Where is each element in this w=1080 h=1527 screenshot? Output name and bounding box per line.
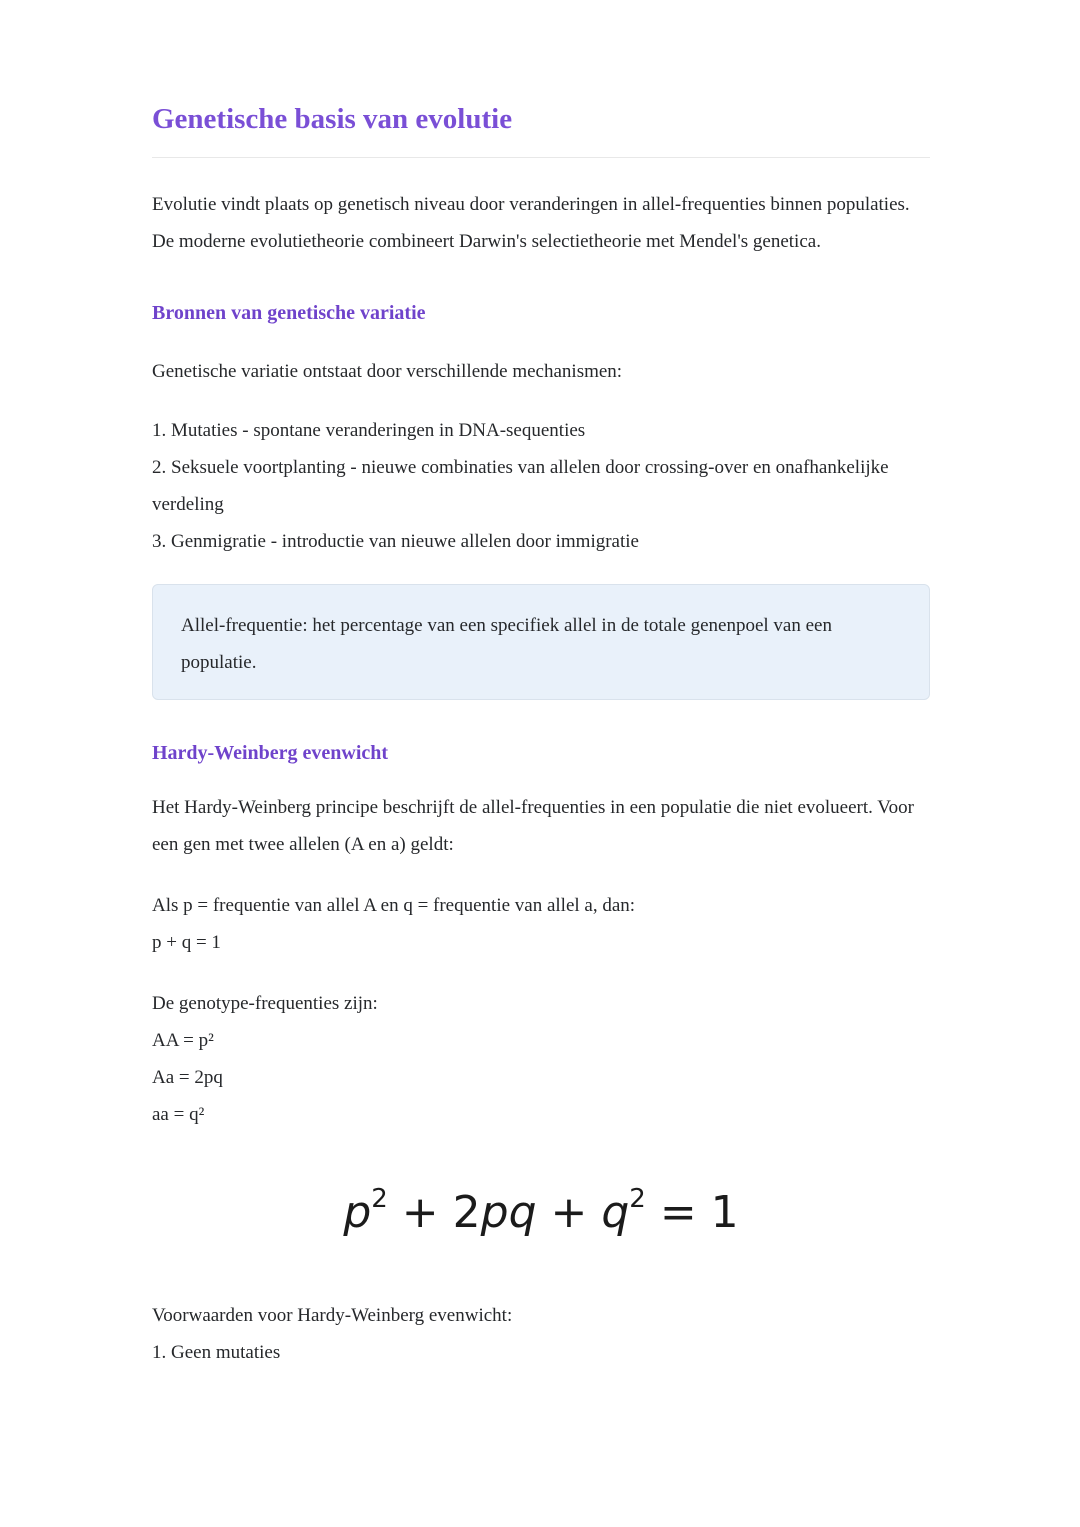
formula-var-pq: pq: [480, 1187, 537, 1238]
formula-equals-one: = 1: [645, 1187, 739, 1238]
formula-var-p: p: [343, 1187, 372, 1238]
pq-definition-line: Als p = frequentie van allel A en q = frequentie van allel a, dan:: [152, 895, 636, 916]
pq-equation: p + q = 1: [152, 932, 221, 953]
genotype-lead: De genotype-frequenties zijn:: [152, 993, 378, 1014]
formula-var-q: q: [601, 1187, 630, 1238]
formula-exponent: 2: [371, 1184, 388, 1215]
intro-paragraph: Evolutie vindt plaats op genetisch niveau door veranderingen in allel-frequenties binnen populaties. De moderne evolutietheorie combineert Darwin's selectietheorie met Mendel's genetica.: [152, 194, 910, 252]
mechanisms-list: [152, 412, 930, 560]
formula-operator: +: [536, 1187, 602, 1238]
definition-callout: [152, 584, 930, 700]
pq-definition-paragraph: [152, 887, 930, 961]
hardy-lead-paragraph: Het Hardy-Weinberg principe beschrijft de allel-frequenties in een populatie die niet evolueert. Voor een gen met twee allelen (A en a) geldt:: [152, 797, 914, 855]
formula-exponent: 2: [629, 1184, 646, 1215]
variatie-lead-paragraph: Genetische variatie ontstaat door verschillende mechanismen:: [152, 361, 623, 382]
list-item-genmigratie: 3. Genmigratie - introductie van nieuwe allelen door immigratie: [152, 531, 639, 552]
genotype-aa-recessive: aa = q²: [152, 1104, 205, 1125]
title-divider: [152, 157, 930, 158]
conditions-lead: Voorwaarden voor Hardy-Weinberg evenwicht:: [152, 1305, 513, 1326]
page-title: Genetische basis van evolutie: [152, 103, 513, 135]
section-heading-hardy-weinberg: Hardy-Weinberg evenwicht: [152, 742, 389, 764]
conditions-paragraph: [152, 1297, 930, 1371]
condition-geen-mutaties: 1. Geen mutaties: [152, 1342, 281, 1363]
section-heading-genetische-variatie: Bronnen van genetische variatie: [152, 302, 426, 324]
list-item-seksuele-voortplanting: 2. Seksuele voortplanting - nieuwe combinaties van allelen door crossing-over en onafhankelijke verdeling: [152, 457, 889, 515]
callout-text: Allel-frequentie: het percentage van een specifiek allel in de totale genenpoel van een populatie.: [181, 615, 832, 673]
hardy-weinberg-formula: [152, 1177, 930, 1249]
formula-operator: + 2: [387, 1187, 481, 1238]
genotype-frequencies-paragraph: [152, 985, 930, 1133]
list-item-mutaties: 1. Mutaties - spontane veranderingen in DNA-sequenties: [152, 420, 586, 441]
genotype-aa-hetero: Aa = 2pq: [152, 1067, 223, 1088]
genotype-aa-dominant: AA = p²: [152, 1030, 214, 1051]
